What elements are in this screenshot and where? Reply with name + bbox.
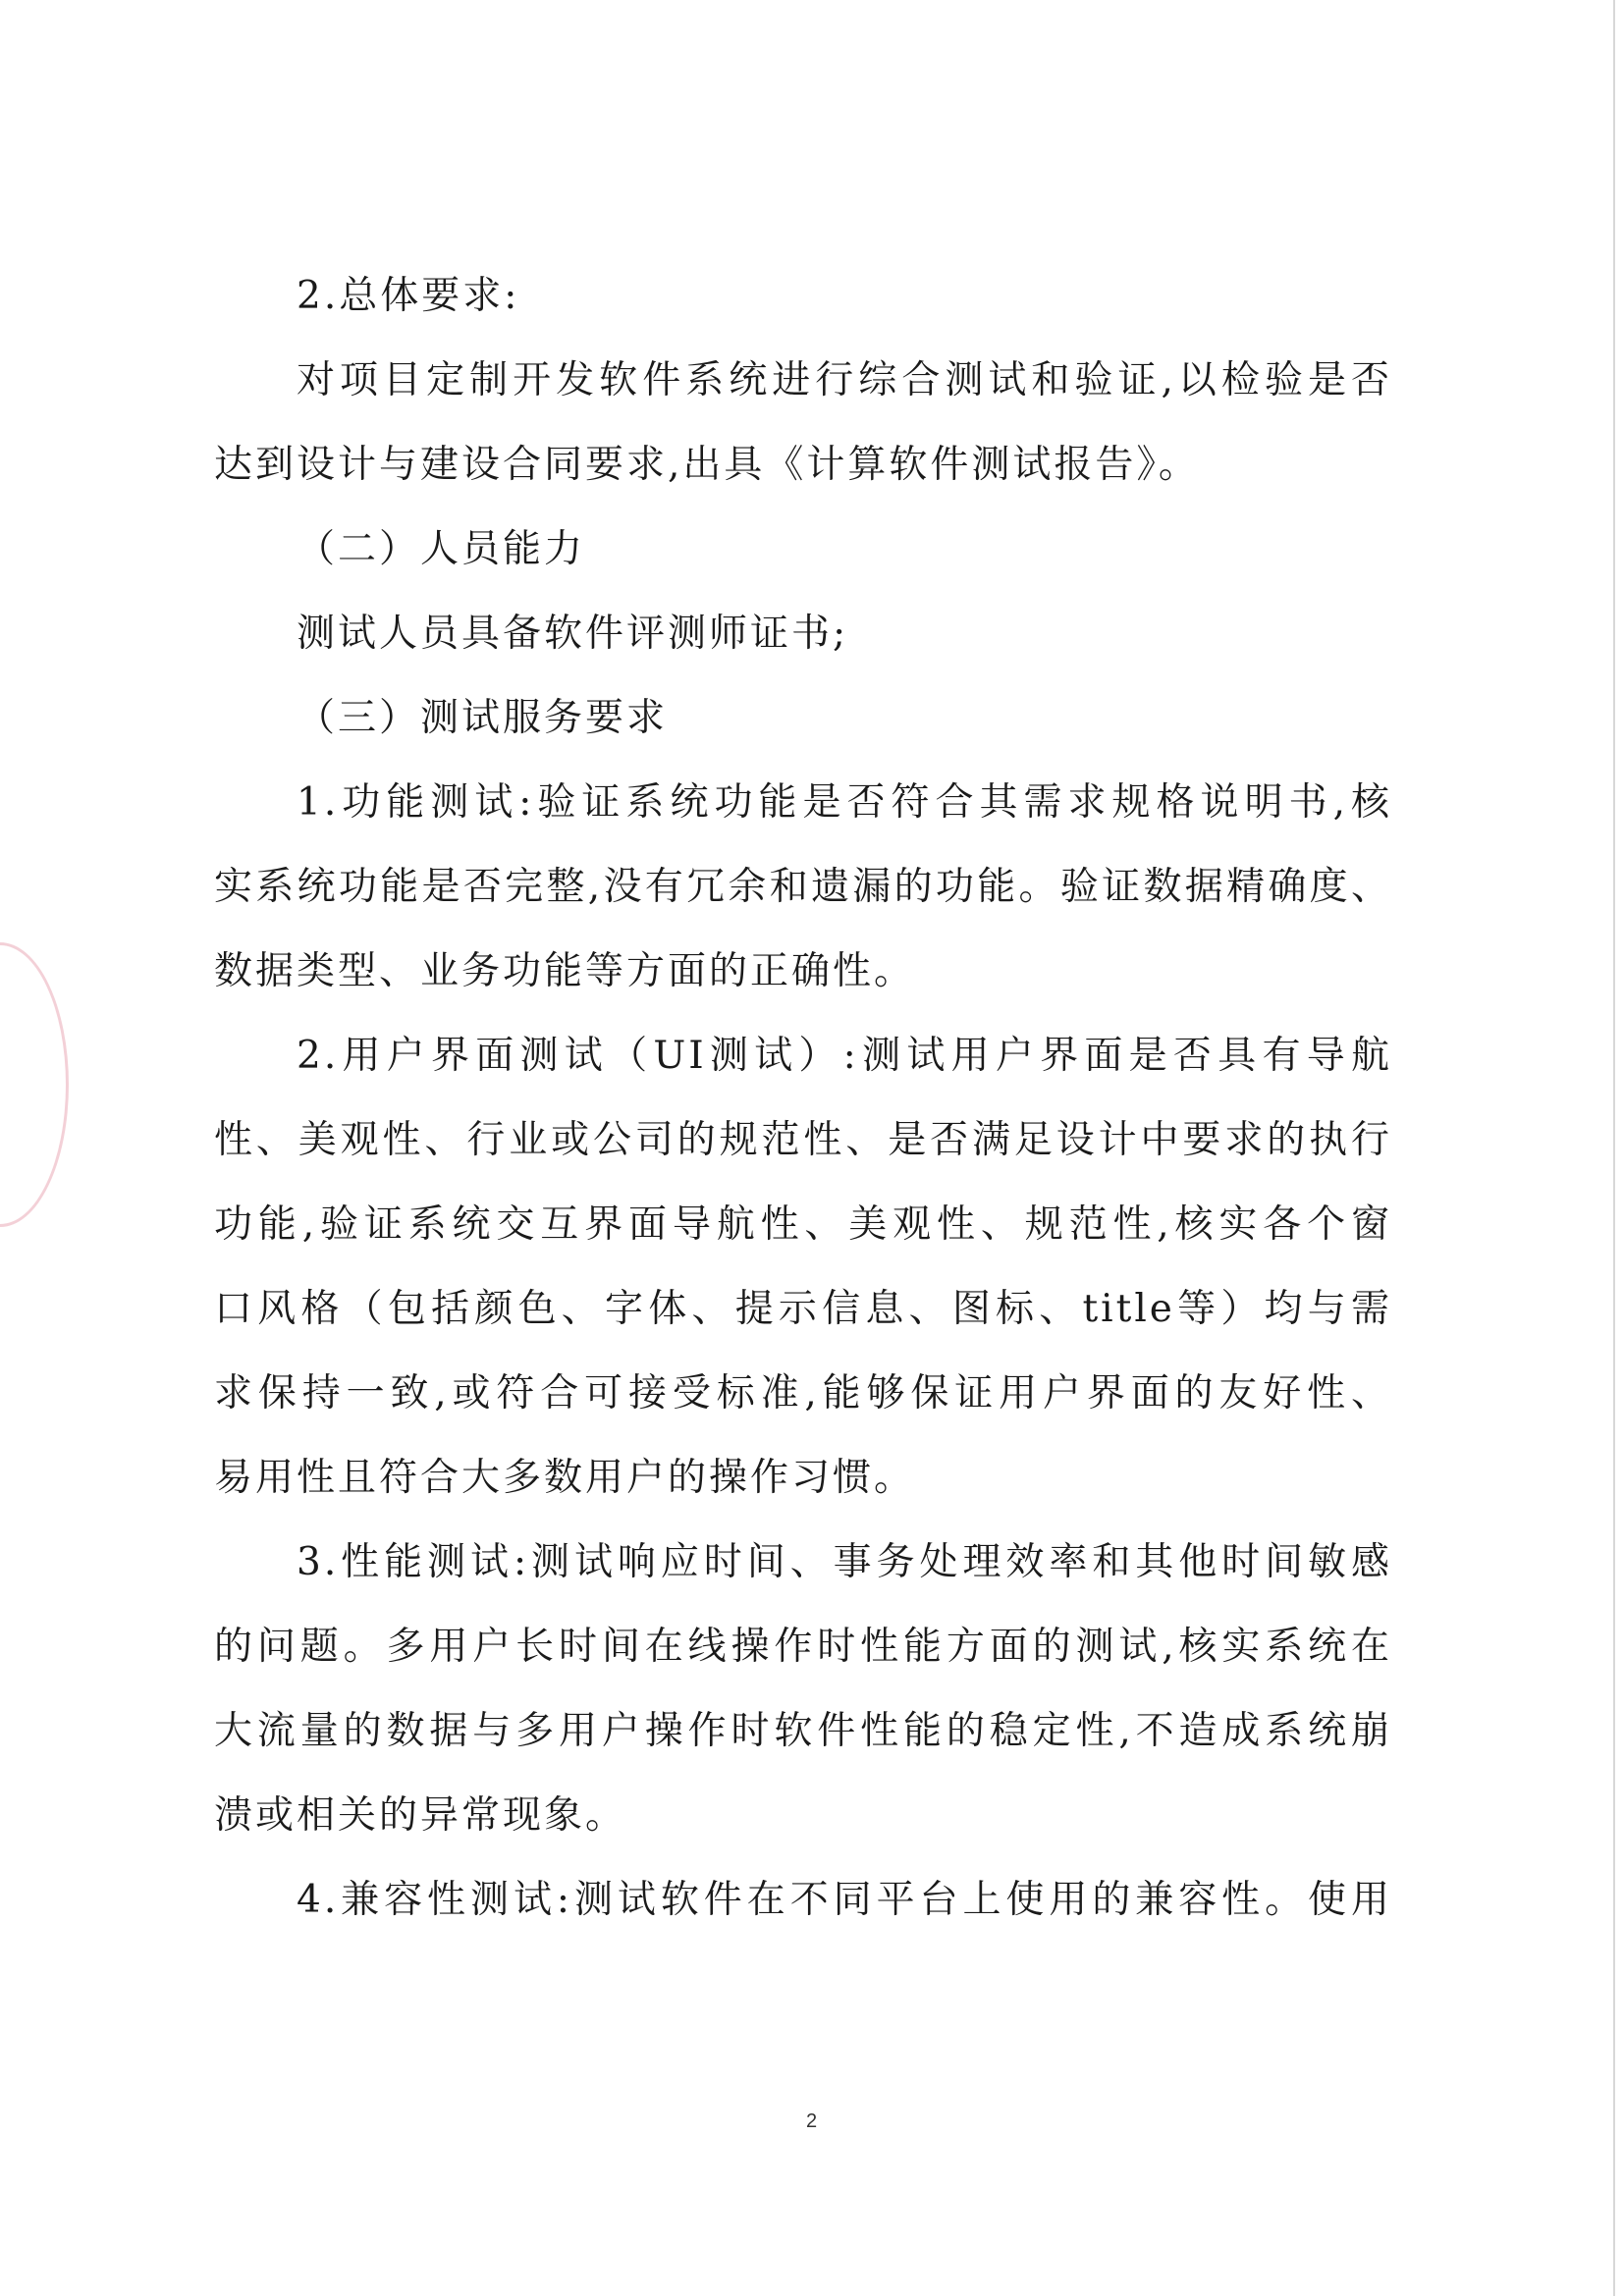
paragraph-line: 求保持一致,或符合可接受标准,能够保证用户界面的友好性、 bbox=[214, 1371, 1392, 1415]
paragraph-line: 易用性且符合大多数用户的操作习惯。 bbox=[214, 1456, 916, 1500]
section-heading-personnel: （二）人员能力 bbox=[297, 527, 586, 571]
paragraph-line: 溃或相关的异常现象。 bbox=[214, 1793, 627, 1838]
paragraph-line: 数据类型、业务功能等方面的正确性。 bbox=[214, 949, 916, 993]
paragraph-line: 1.功能测试:验证系统功能是否符合其需求规格说明书,核 bbox=[297, 780, 1392, 825]
paragraph-line: 大流量的数据与多用户操作时软件性能的稳定性,不造成系统崩 bbox=[214, 1709, 1392, 1753]
paragraph-line: 2.用户界面测试（UI测试）:测试用户界面是否具有导航 bbox=[297, 1034, 1392, 1078]
seal-stamp-edge bbox=[0, 942, 69, 1227]
page-number: 2 bbox=[805, 2110, 818, 2132]
paragraph-line: 性、美观性、行业或公司的规范性、是否满足设计中要求的执行 bbox=[214, 1118, 1392, 1162]
section-heading-test-service: （三）测试服务要求 bbox=[297, 696, 669, 740]
paragraph-line: 4.兼容性测试:测试软件在不同平台上使用的兼容性。使用 bbox=[297, 1878, 1392, 1922]
paragraph-line: 3.性能测试:测试响应时间、事务处理效率和其他时间敏感 bbox=[297, 1540, 1392, 1584]
binding-edge-line bbox=[1613, 0, 1615, 2296]
paragraph-line: 测试人员具备软件评测师证书; bbox=[297, 612, 849, 656]
paragraph-heading-general-requirements: 2.总体要求: bbox=[297, 274, 520, 318]
paragraph-line: 实系统功能是否完整,没有冗余和遗漏的功能。验证数据精确度、 bbox=[214, 865, 1392, 909]
paragraph-line: 达到设计与建设合同要求,出具《计算软件测试报告》。 bbox=[214, 443, 1200, 487]
paragraph-line: 对项目定制开发软件系统进行综合测试和验证,以检验是否 bbox=[297, 358, 1392, 402]
paragraph-line: 口风格（包括颜色、字体、提示信息、图标、title等）均与需 bbox=[214, 1287, 1392, 1331]
paragraph-line: 功能,验证系统交互界面导航性、美观性、规范性,核实各个窗 bbox=[214, 1202, 1392, 1247]
paragraph-line: 的问题。多用户长时间在线操作时性能方面的测试,核实系统在 bbox=[214, 1625, 1392, 1669]
